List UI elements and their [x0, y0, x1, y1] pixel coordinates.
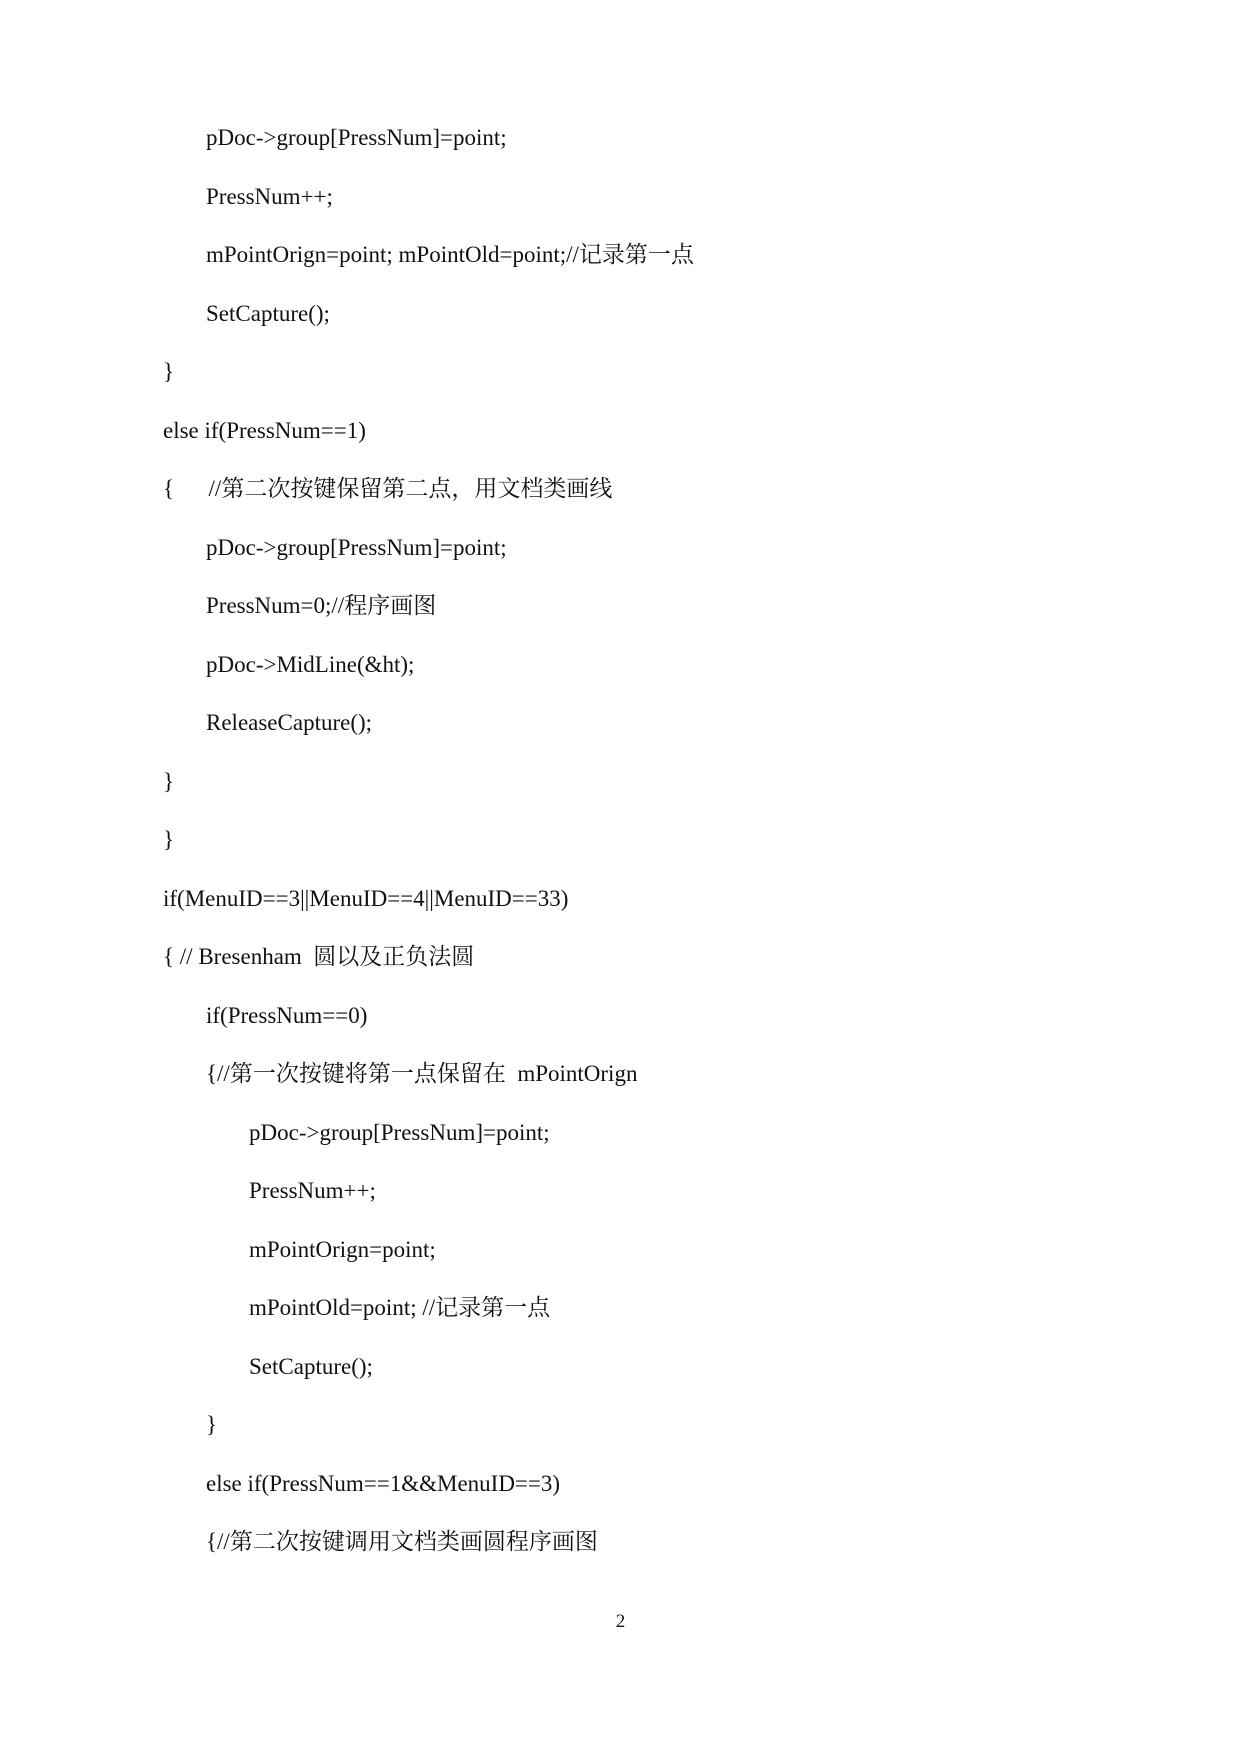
- code-line: if(PressNum==0): [206, 1002, 368, 1028]
- code-line: }: [206, 1412, 218, 1437]
- code-line: }: [163, 359, 175, 384]
- code-line: SetCapture();: [249, 1353, 373, 1379]
- code-line: pDoc->MidLine(&ht);: [206, 651, 415, 677]
- code-line: {//第一次按键将第一点保留在 mPointOrign: [206, 1061, 638, 1086]
- code-line: { // Bresenham 圆以及正负法圆: [163, 944, 475, 969]
- code-line: { //第二次按键保留第二点，用文档类画线: [163, 476, 613, 501]
- code-line: if(MenuID==3||MenuID==4||MenuID==33): [163, 885, 569, 911]
- code-line: PressNum++;: [206, 183, 333, 209]
- code-line: mPointOrign=point; mPointOld=point;//记录第一点: [206, 242, 694, 267]
- code-line: PressNum++;: [249, 1178, 376, 1203]
- code-line: }: [163, 768, 175, 794]
- code-line: mPointOrign=point;: [249, 1236, 436, 1262]
- code-line: SetCapture();: [206, 300, 330, 326]
- code-line: mPointOld=point; //记录第一点: [249, 1295, 551, 1320]
- page-number: 2: [615, 1611, 626, 1632]
- code-line: PressNum=0;//程序画图: [206, 593, 437, 618]
- code-line: }: [163, 827, 175, 852]
- code-line: {//第二次按键调用文档类画圆程序画图: [206, 1529, 598, 1554]
- code-line: ReleaseCapture();: [206, 710, 373, 735]
- code-line: else if(PressNum==1&&MenuID==3): [206, 1470, 561, 1496]
- code-line: pDoc->group[PressNum]=point;: [206, 534, 507, 560]
- code-line: pDoc->group[PressNum]=point;: [249, 1119, 550, 1145]
- code-line: else if(PressNum==1): [163, 417, 366, 443]
- code-line: pDoc->group[PressNum]=point;: [206, 125, 507, 150]
- code-listing: [163, 118, 1163, 1581]
